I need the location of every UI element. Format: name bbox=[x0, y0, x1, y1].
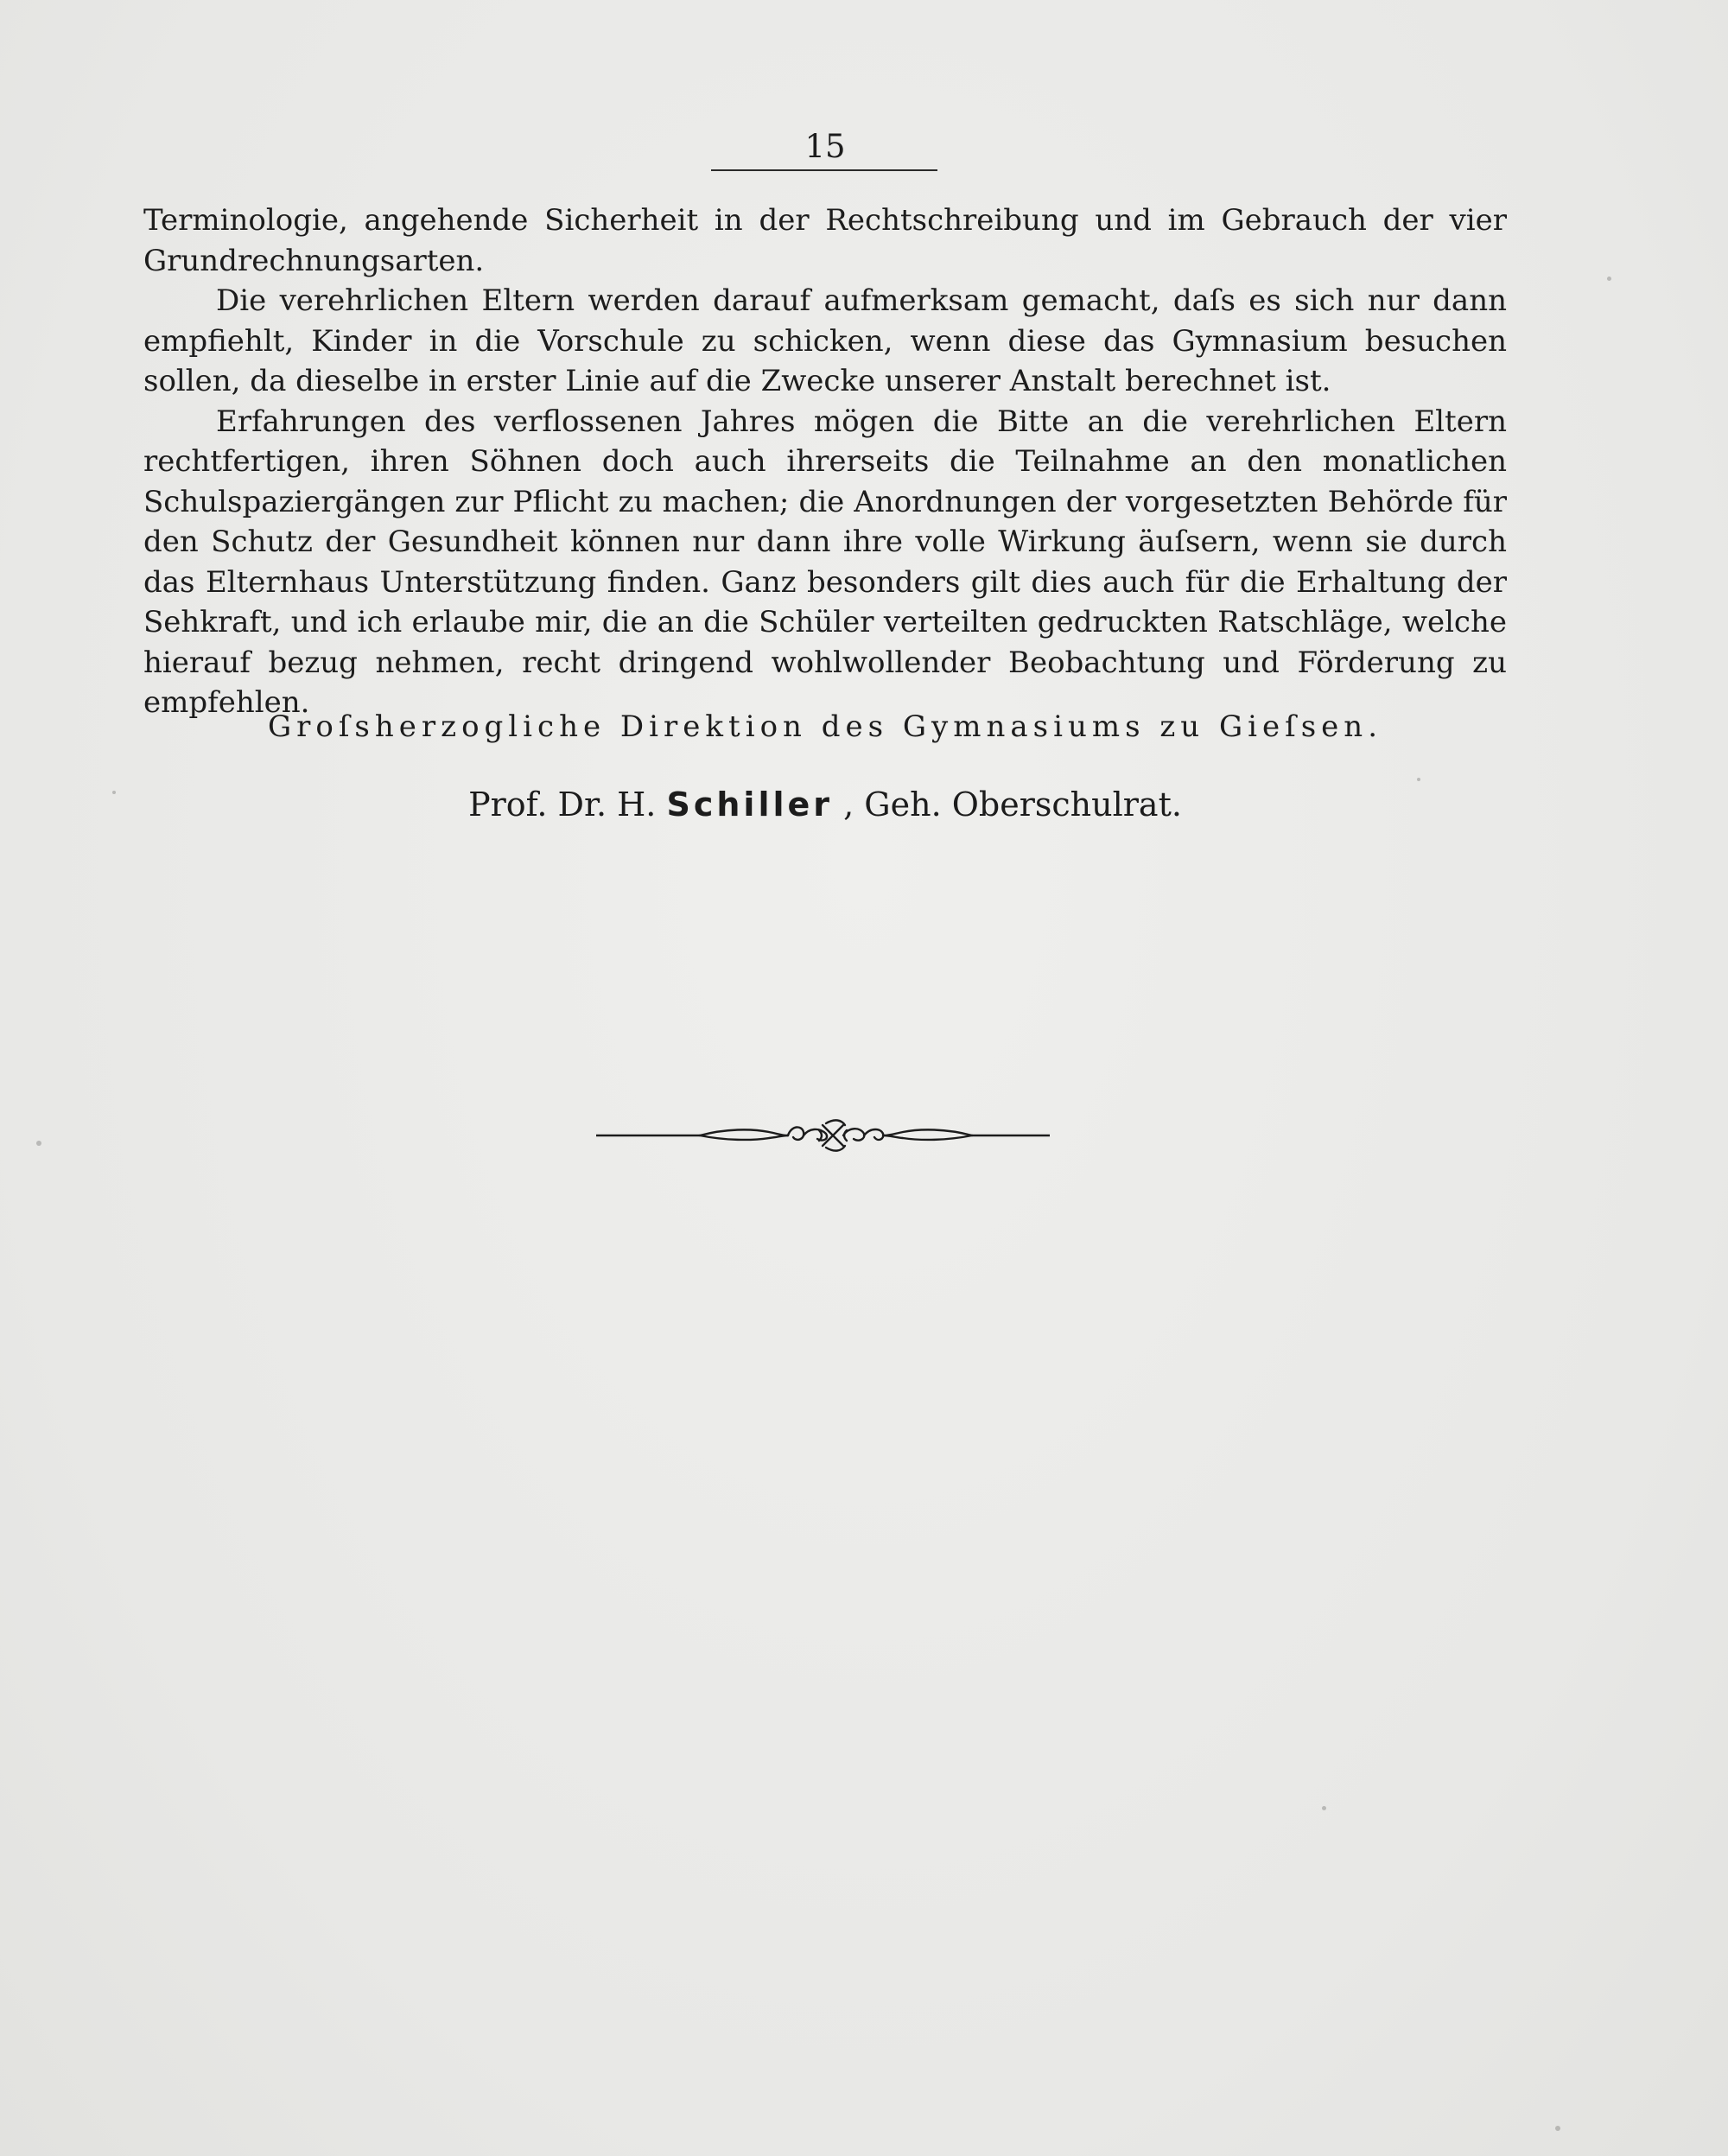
scan-speck bbox=[1322, 1806, 1326, 1810]
signature-prefix: Prof. Dr. H. bbox=[468, 785, 657, 824]
scan-speck bbox=[1555, 2126, 1560, 2131]
ornament-divider-icon bbox=[596, 1115, 1050, 1156]
closing-line: Groſsherzogliche Direktion des Gymnasiums zu Gieſsen. bbox=[267, 709, 1383, 744]
paragraph-3: Erfahrungen des verflossenen Jahres mögen die Bitte an die verehrlichen Eltern rechtfertigen, ihren Söhnen doch auch ihrerseits die Teilnahme an den monatlichen Schulspaziergängen zur Pflicht zu machen; die Anordnungen der vorgesetzten Behörde für den Schutz der Gesundheit können nur dann ihre volle Wirkung äuſsern, wenn sie durch das Elternhaus Unterstützung finden. Ganz besonders gilt dies auch für die Erhaltung der Sehkraft, und ich erlaube mir, die an die Schüler verteilten gedruckten Ratschläge, welche hierauf bezug nehmen, recht dringend wohlwollender Beobachtung und Förderung zu empfehlen. bbox=[143, 404, 1507, 720]
paragraph-2: Die verehrlichen Eltern werden darauf aufmerksam gemacht, daſs es sich nur dann empfiehlt, Kinder in die Vorschule zu schicken, wenn diese das Gymnasium besuchen sollen, da dieselbe in erster Linie auf die Zwecke unserer Anstalt berechnet ist. bbox=[143, 283, 1507, 398]
page-number: 15 bbox=[804, 128, 846, 165]
scan-speck bbox=[112, 791, 116, 794]
signature-suffix: , Geh. Oberschulrat. bbox=[843, 785, 1182, 824]
page-number-rule bbox=[711, 169, 937, 171]
scan-speck bbox=[36, 1141, 41, 1146]
scan-speck bbox=[1417, 778, 1420, 781]
signature-name: Schiller bbox=[666, 785, 834, 824]
body-text bbox=[143, 200, 1507, 723]
signature bbox=[143, 783, 1507, 826]
paragraph-1: Terminologie, angehende Sicherheit in der Rechtschreibung und im Gebrauch der vier Grundrechnungsarten. bbox=[143, 203, 1507, 278]
scan-speck bbox=[1607, 277, 1611, 281]
